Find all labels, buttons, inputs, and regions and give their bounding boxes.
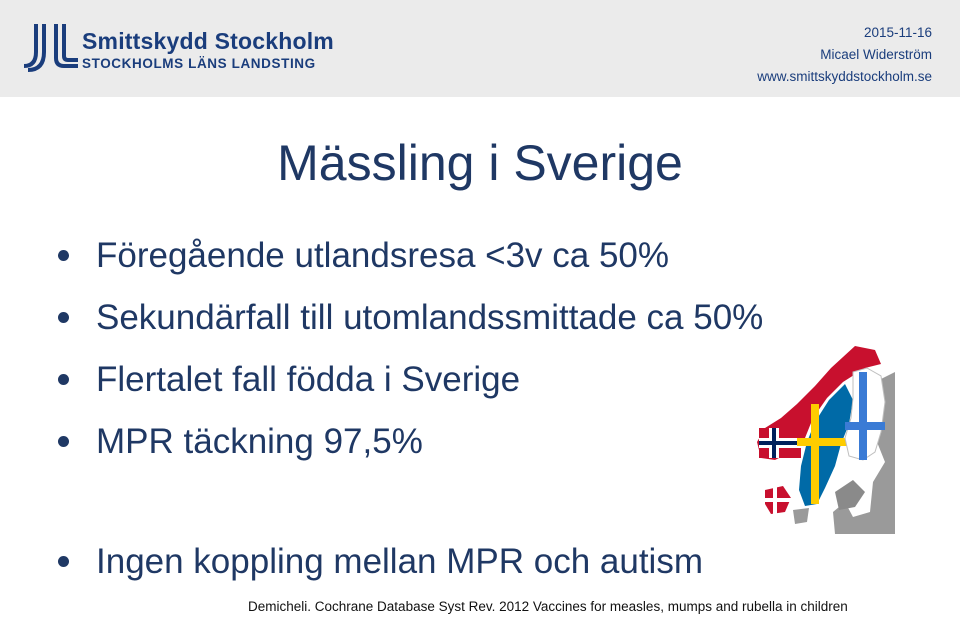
slide-title: Mässling i Sverige [277, 135, 683, 191]
bullet-text: MPR täckning 97,5% [96, 422, 423, 461]
header-meta [757, 22, 932, 88]
bullet-text: Ingen koppling mellan MPR och autism [96, 542, 703, 581]
website-label: www.smittskyddstockholm.se [757, 69, 932, 84]
bullet-dot-icon [58, 436, 69, 447]
bullet-text: Föregående utlandsresa <3v ca 50% [96, 236, 670, 275]
nordic-flags-map-icon [735, 342, 895, 534]
org-subtitle: STOCKHOLMS LÄNS LANDSTING [82, 56, 316, 71]
norway-flag-icon [759, 428, 801, 458]
bullet-dot-icon [58, 250, 69, 261]
bullet-item [55, 356, 763, 418]
bullet-item [55, 232, 763, 294]
header-bar [0, 0, 960, 97]
bullet-text: Sekundärfall till utomlandssmittade ca 50% [96, 298, 764, 337]
bullet-list [55, 232, 763, 480]
bullet-dot-icon [58, 374, 69, 385]
author-label: Micael Widerström [820, 47, 932, 62]
org-name: Smittskydd Stockholm [82, 28, 334, 54]
bullet-item [55, 294, 763, 356]
citation-text: Demicheli. Cochrane Database Syst Rev. 2012 Vaccines for measles, mumps and rubella in children [248, 599, 848, 614]
bullet-item-autism [55, 538, 703, 600]
bullet-dot-icon [58, 556, 69, 567]
date-label: 2015-11-16 [863, 25, 932, 40]
bullet-item [55, 418, 763, 480]
bullet-dot-icon [58, 312, 69, 323]
bullet-text: Flertalet fall födda i Sverige [96, 360, 521, 399]
